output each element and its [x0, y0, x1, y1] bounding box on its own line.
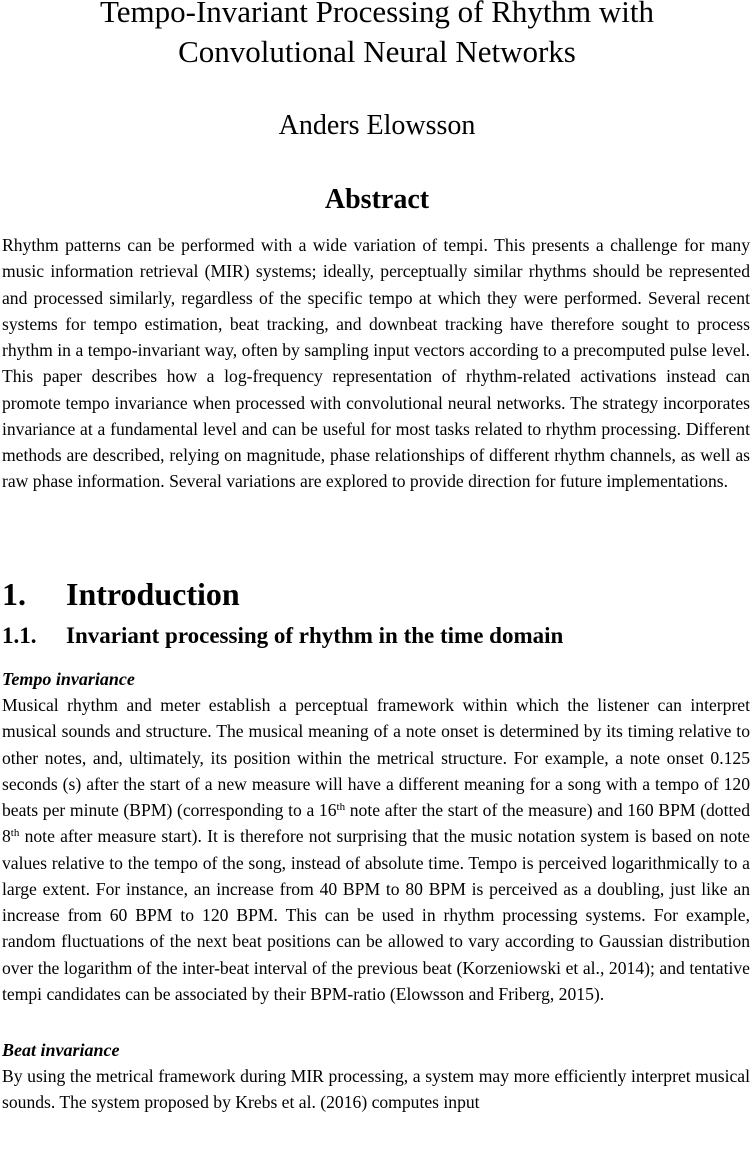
title-line-1: Tempo-Invariant Processing of Rhythm with: [99, 0, 655, 29]
paragraph-text-part-1: Musical rhythm and meter establish a perceptual framework within which the listener can interpret musical sounds and structure. The musical meaning of a note onset is determined by its timing relative to other notes, and, ultimately, its position within the metrical structure. For example, a note onset 0.125 seconds (s) after the start of a new measure will have a different meaning for a song with a tempo of 120 beats per minute (BPM) (corresponding to a 16: [2, 695, 750, 820]
subsection-title: Invariant processing of rhythm in the time domain: [66, 623, 564, 648]
superscript-th-2: th: [10, 827, 20, 840]
superscript-th-1: th: [336, 801, 346, 813]
tempo-invariance-heading: Tempo invariance: [2, 669, 135, 689]
beat-invariance-paragraph: By using the metrical framework during MIR processing, a system may more efficiently interpret musical sounds. The system proposed by Krebs et al. (2016) computes input: [2, 1066, 750, 1113]
section-title: Introduction: [66, 576, 240, 612]
abstract-heading: Abstract: [324, 184, 430, 215]
abstract-text: Rhythm patterns can be performed with a wide variation of tempi. This presents a challenge for many music information retrieval (MIR) systems; ideally, perceptually similar rhythms should be represented and processed similarly, regardless of the specific tempo at which they were performed. Several recent systems for tempo estimation, beat tracking, and downbeat tracking have therefore sought to process rhythm in a tempo-invariant way, often by sampling input vectors according to a precomputed pulse level. This paper describes how a log-frequency representation of rhythm-related activations instead can promote tempo invariance when processed with convolutional neural networks. The strategy incorporates invariance at a fundamental level and can be useful for most tasks related to rhythm processing. Different methods are described, relying on magnitude, phase relationships of different rhythm channels, as well as raw phase information. Several variations are explored to provide direction for future implementations.: [2, 235, 750, 492]
title-line-2: Convolutional Neural Networks: [178, 34, 576, 69]
author-name: Anders Elowsson: [278, 110, 476, 141]
section-heading-introduction: [2, 574, 240, 614]
paragraph-text-part-2: note after the start of the measure) and 160 BPM (dotted 8: [2, 800, 750, 847]
paper-title: [0, 0, 754, 72]
subsection-heading-invariant-processing: [2, 621, 563, 651]
section-number: 1.: [2, 576, 26, 612]
tempo-invariance-paragraph: [2, 692, 750, 1007]
paragraph-text-part-3: note after measure start). It is therefore not surprising that the music notation system is based on note values relative to the tempo of the song, instead of absolute time. Tempo is perceived logarithmically to a large extent. For instance, an increase from 40 BPM to 80 BPM is perceived as a doubling, just like an increase from 60 BPM to 120 BPM. This can be used in rhythm processing systems. For example, random fluctuations of the next beat positions can be allowed to vary according to Gaussian distribution over the logarithm of the inter-beat interval of the previous beat (Korzeniowski et al., 2014); and tentative tempi candidates can be associated by their BPM-ratio (Elowsson and Friberg, 2015).: [2, 826, 750, 1004]
subsection-number: 1.1.: [2, 623, 37, 648]
beat-invariance-heading: Beat invariance: [2, 1040, 120, 1060]
